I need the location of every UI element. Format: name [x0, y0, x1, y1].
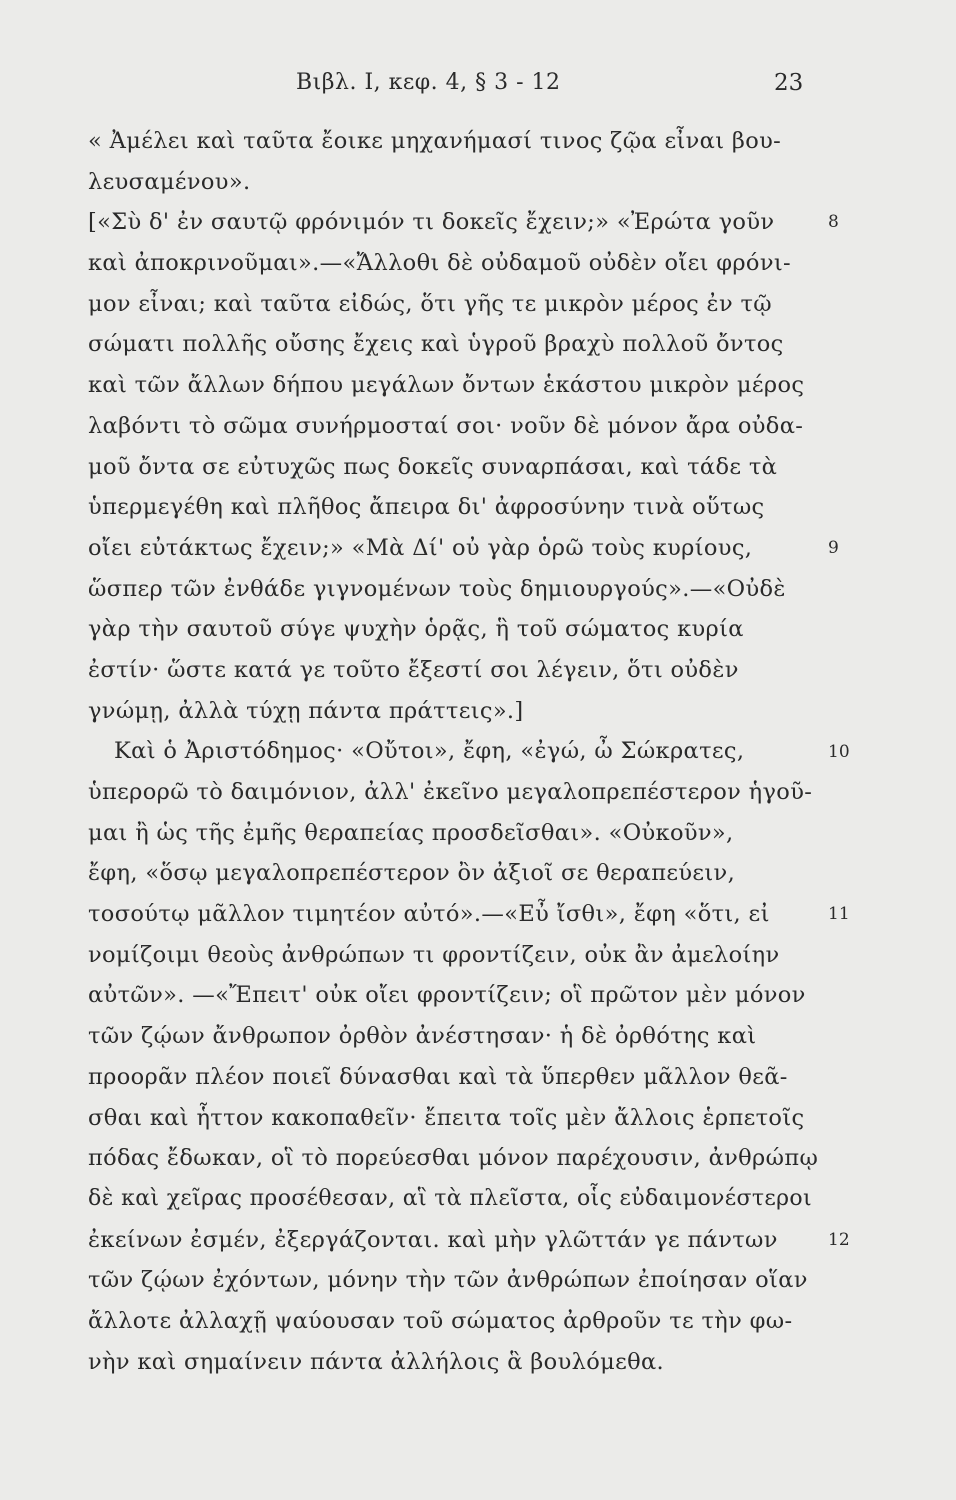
- text-line: ἔφη, «ὅσῳ μεγαλοπρεπέστερον ὂν ἀξιοῖ σε θεραπεύειν,: [88, 860, 736, 887]
- text-line: « Ἀμέλει καὶ ταῦτα ἔοικε μηχανήμασί τινος ζῷα εἶναι βου-: [88, 128, 782, 154]
- text-line: δὲ καὶ χεῖρας προσέθεσαν, αἳ τὰ πλεῖστα, οἷς εὐδαιμονέστεροι: [88, 1185, 813, 1211]
- text-line: ἄλλοτε ἀλλαχῇ ψαύουσαν τοῦ σώματος ἀρθροῦν τε τὴν φω-: [88, 1307, 793, 1334]
- text-line: σώματι πολλῆς οὔσης ἔχεις καὶ ὑγροῦ βραχὺ πολλοῦ ὄντος: [88, 331, 784, 358]
- text-line: γνώμῃ, ἀλλὰ τύχῃ πάντα πράττεις».]: [88, 697, 524, 724]
- text-line: σθαι καὶ ἧττον κακοπαθεῖν· ἔπειτα τοῖς μὲν ἄλλοις ἑρπετοῖς: [88, 1104, 805, 1131]
- text-line: τοσούτῳ μᾶλλον τιμητέον αὐτό».—«Εὖ ἴσθι», ἔφη «ὅτι, εἰ: [88, 901, 770, 928]
- greek-text-body: [88, 121, 824, 1382]
- text-line: μον εἶναι; καὶ ταῦτα εἰδώς, ὅτι γῆς τε μικρὸν μέρος ἐν τῷ: [88, 290, 772, 317]
- text-line: Καὶ ὁ Ἀριστόδημος· «Οὔτοι», ἔφη, «ἐγώ, ὦ Σώκρατες,: [114, 738, 745, 765]
- text-line: ὥσπερ τῶν ἐνθάδε γιγνομένων τοὺς δημιουργούς».—«Οὐδὲ: [88, 575, 786, 602]
- text-line: καὶ τῶν ἄλλων δήπου μεγάλων ὄντων ἑκάστου μικρὸν μέρος: [88, 372, 805, 399]
- text-line: τῶν ζῴων ἐχόντων, μόνην τὴν τῶν ἀνθρώπων ἐποίησαν οἵαν: [88, 1267, 808, 1294]
- text-line: νομίζοιμι θεοὺς ἀνθρώπων τι φροντίζειν, οὐκ ἂν ἀμελοίην: [88, 941, 780, 968]
- section-number: 8: [828, 212, 839, 233]
- text-line: γὰρ τὴν σαυτοῦ σύγε ψυχὴν ὁρᾷς, ἣ τοῦ σώματος κυρία: [88, 616, 744, 643]
- text-line: λευσαμένου».: [88, 168, 251, 195]
- page-number: 23: [774, 70, 804, 96]
- text-line: αὐτῶν». —«Ἔπειτ' οὐκ οἴει φροντίζειν; οἳ πρῶτον μὲν μόνον: [88, 982, 806, 1009]
- text-line: ἐκείνων ἐσμέν, ἐξεργάζονται. καὶ μὴν γλῶττάν γε πάντων: [88, 1226, 778, 1253]
- text-line: νὴν καὶ σημαίνειν πάντα ἀλλήλοις ἃ βουλόμεθα.: [88, 1348, 665, 1375]
- text-line: [«Σὺ δ' ἐν σαυτῷ φρόνιμόν τι δοκεῖς ἔχειν;» «Ἐρώτα γοῦν: [88, 209, 775, 236]
- text-line: λαβόντι τὸ σῶμα συνήρμοσταί σοι· νοῦν δὲ μόνον ἄρα οὐδα-: [88, 412, 804, 439]
- section-number: 12: [828, 1229, 850, 1250]
- text-line: οἴει εὐτάκτως ἔχειν;» «Μὰ Δί' οὐ γὰρ ὁρῶ τοὺς κυρίους,: [88, 534, 753, 561]
- text-line: καὶ ἀποκρινοῦμαι».—«Ἄλλοθι δὲ οὐδαμοῦ οὐδὲν οἴει φρόνι-: [88, 250, 791, 277]
- section-number: 10: [828, 741, 850, 762]
- text-line: ὑπερμεγέθη καὶ πλῆθος ἄπειρα δι' ἀφροσύνην τινὰ οὕτως: [88, 494, 765, 521]
- text-line: ὑπερορῶ τὸ δαιμόνιον, ἀλλ' ἐκεῖνο μεγαλοπρεπέστερον ἡγοῦ-: [88, 779, 813, 805]
- running-head: Βιβλ. Ι, κεφ. 4, § 3 - 12: [296, 70, 561, 95]
- text-line: ἐστίν· ὥστε κατά γε τοῦτο ἔξεστί σοι λέγειν, ὅτι οὐδὲν: [88, 656, 739, 683]
- page-header: [0, 70, 956, 104]
- section-number: 11: [828, 904, 850, 925]
- text-line: μαι ἢ ὡς τῆς ἐμῆς θεραπείας προσδεῖσθαι». «Οὐκοῦν»,: [88, 819, 734, 846]
- section-number: 9: [828, 538, 839, 558]
- text-line: μοῦ ὄντα σε εὐτυχῶς πως δοκεῖς συναρπάσαι, καὶ τάδε τὰ: [88, 453, 778, 480]
- text-line: πόδας ἔδωκαν, οἳ τὸ πορεύεσθαι μόνον παρέχουσιν, ἀνθρώπῳ: [88, 1145, 819, 1172]
- text-line: τῶν ζῴων ἄνθρωπον ὀρθὸν ἀνέστησαν· ἡ δὲ ὀρθότης καὶ: [88, 1023, 757, 1050]
- text-line: προορᾶν πλέον ποιεῖ δύνασθαι καὶ τὰ ὕπερθεν μᾶλλον θεᾶ-: [88, 1063, 788, 1090]
